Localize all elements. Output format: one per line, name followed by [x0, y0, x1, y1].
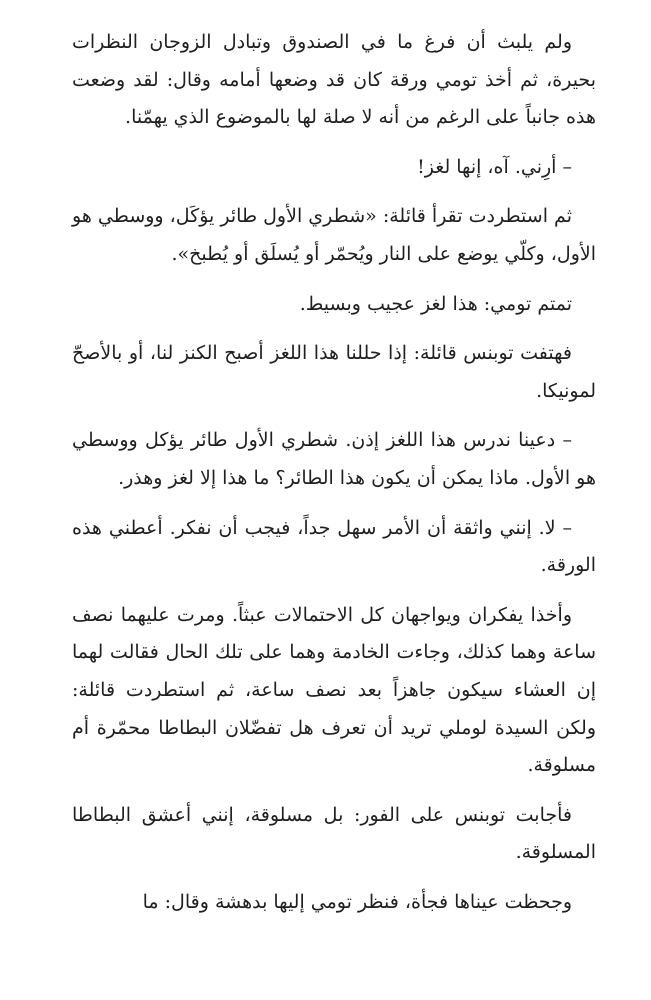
paragraph-7-dialog: – لا. إنني واثقة أن الأمر سهل جداً، فيجب أن نفكر. أعطني هذه الورقة. — [72, 516, 596, 577]
paragraph-2-dialog: – أرِني. آه، إنها لغز! — [417, 155, 572, 178]
paragraph-6-dialog: – دعينا ندرس هذا اللغز إذن. شطري الأول طائر يؤكل ووسطي هو الأول. ماذا يمكن أن يكون هذا الطائر؟ ما هذا إلا لغز وهذر. — [72, 429, 596, 489]
paragraph-1: ولم يلبث أن فرغ ما في الصندوق وتبادل الزوجان النظرات بحيرة، ثم أخذ تومي ورقة كان قد وضعها أمامه وقال: لقد وضعت هذه جانباً على الرغم من أنه لا صلة لها بالموضوع الذي يهمّنا. — [72, 31, 596, 129]
paragraph-5: فهتفت توبنس قائلة: إذا حللنا هذا اللغز أصبح الكنز لنا، أو بالأصحّ لمونيكا. — [72, 342, 596, 402]
paragraph-10: وجحظت عيناها فجأة، فنظر تومي إليها بدهشة وقال: ما — [142, 890, 572, 913]
paragraph-9: فأجابت توبنس على الفور: بل مسلوقة، إنني أعشق البطاطا المسلوقة. — [72, 803, 596, 864]
paragraph-4: تمتم تومي: هذا لغز عجيب وبسيط. — [299, 292, 572, 315]
paragraph-8: وأخذا يفكران ويواجهان كل الاحتمالات عبثاً. ومرت عليهما نصف ساعة وهما كذلك، وجاءت الخادمة وهما على تلك الحال فقالت لهما إن العشاء سيكون جاهزاً بعد نصف ساعة، ثم استطردت قائلة: ولكن السيدة لوملي تريد أن تعرف هل تفضّلان البطاطا محمّرة أم مسلوقة. — [72, 603, 596, 777]
book-page — [72, 24, 596, 933]
paragraph-3: ثم استطردت تقرأ قائلة: «شطري الأول طائر يؤكَل، ووسطي هو الأول، وكلّي يوضع على النار ويُحمّر أو يُسلَق أو يُطبخ». — [72, 205, 596, 265]
